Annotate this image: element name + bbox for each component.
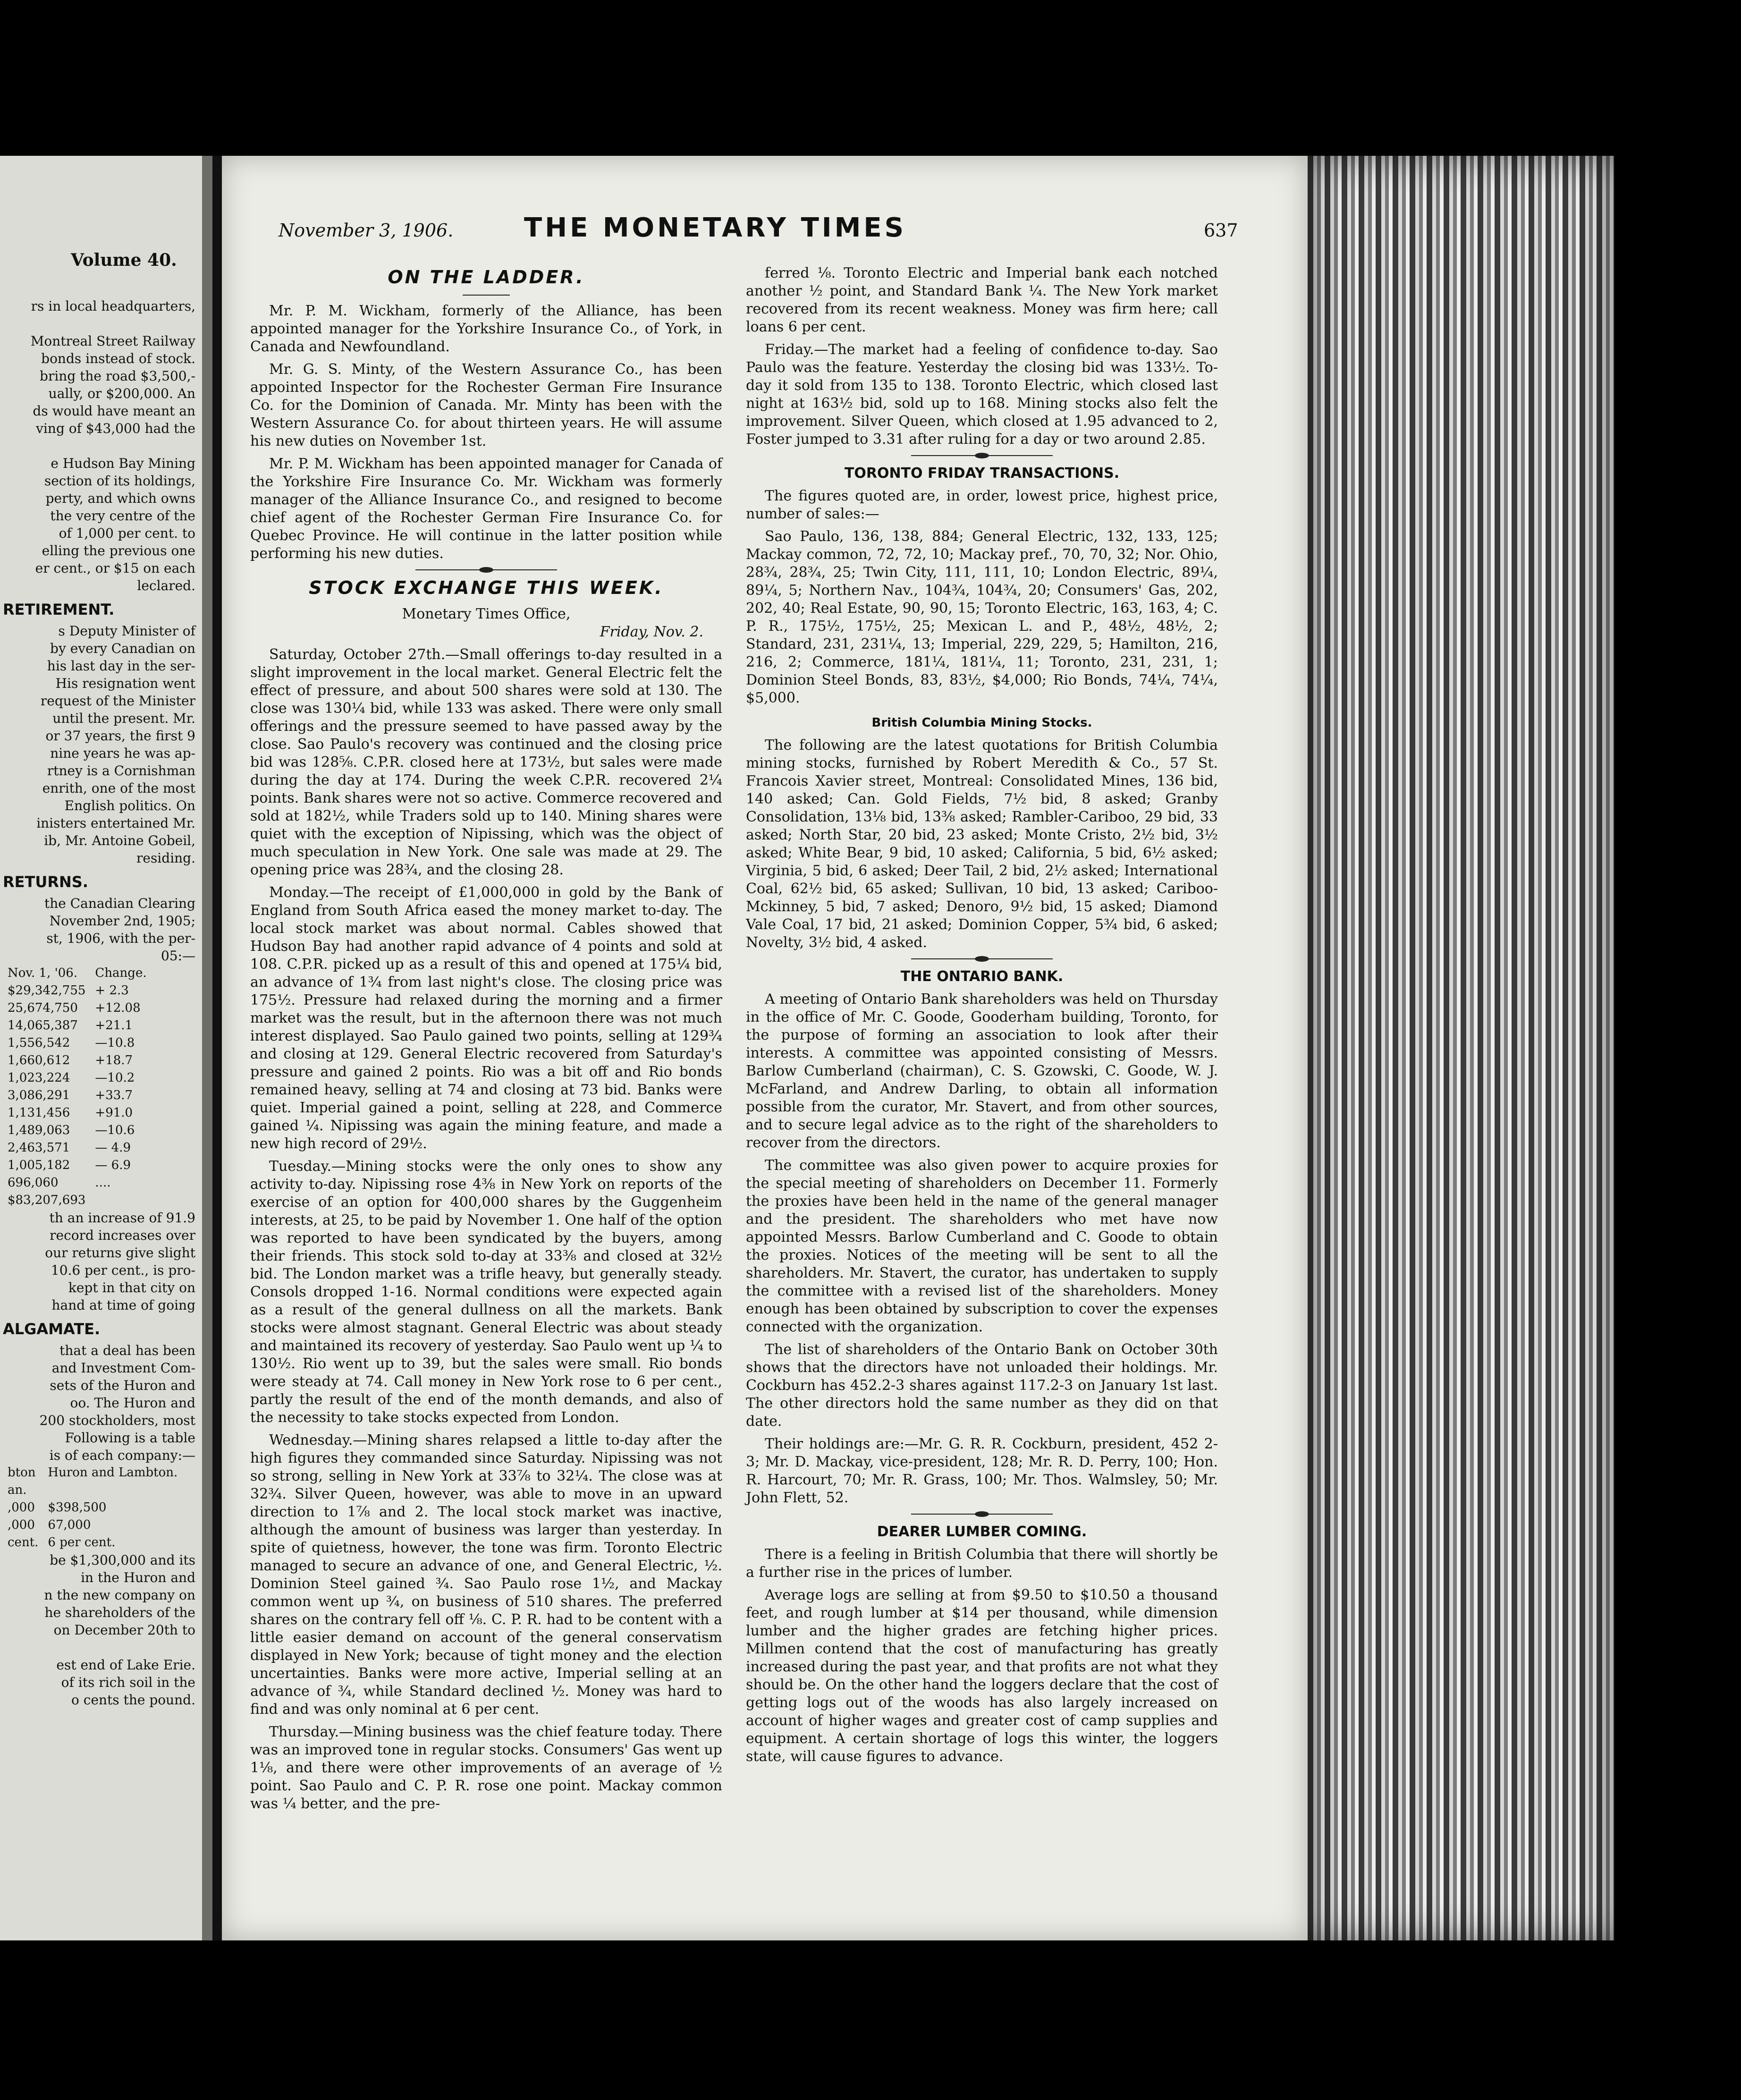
office-line: Monetary Times Office, — [402, 606, 571, 622]
facing-line: English politics. On — [64, 798, 195, 813]
page-number: 637 — [1204, 220, 1238, 241]
facing-line: is of each company:— — [49, 1448, 195, 1463]
facing-line: bonds instead of stock. — [41, 351, 195, 366]
table-cell: $398,500 — [48, 1500, 107, 1515]
table-cell: — 4.9 — [95, 1141, 131, 1155]
returns-row — [3, 1157, 152, 1174]
returns-row — [3, 1122, 152, 1139]
market-day-paragraph: ferred ⅛. Toronto Electric and Imperial bank each notched another ½ point, and Standard Bank ¼. The New York market recovered from its recent weakness. Money was firm here; call loans 6 per cent. — [746, 265, 1218, 335]
returns-row — [3, 1017, 152, 1034]
facing-line: record increases over — [50, 1228, 195, 1243]
bc-mining-body: The following are the latest quotations for British Columbia mining stocks, furnished by Robert Meredith & Co., 57 St. Francois Xavier street, Montreal: Consolidated Mines, 136 bid, 140 asked; Can. Gold Fields, 7½ bid, 8 asked; Granby Consolidation, 13⅛ bid, 13⅜ asked; Rambler-Cariboo, 29 bid, 33 asked; North Star, 20 bid, 23 asked; Monte Cristo, 2½ bid, 3½ asked; White Bear, 9 bid, 10 asked; California, 5 bid, 6½ asked; Virginia, 5 bid, 6 asked; Deer Tail, 2 bid, 2½ asked; International Coal, 62½ bid, 65 asked; Sullivan, 10 bid, 13 asked; Cariboo-Mckinney, 5 bid, 7 asked; Denoro, 9½ bid, 15 asked; Diamond Vale Coal, 17 bid, 21 asked; Dominion Copper, 5¾ bid, 6 asked; Novelty, 3½ bid, 4 asked. — [746, 737, 1218, 951]
returns-row — [3, 1087, 152, 1104]
facing-returns-block — [0, 895, 198, 965]
facing-line — [0, 315, 198, 332]
ladder-paragraph: Mr. P. M. Wickham, formerly of the Alliance, has been appointed manager for the Yorkshire Insurance Co., of York, in Canada and Newfoundland. — [250, 303, 722, 355]
facing-line: rs in local headquarters, — [31, 298, 195, 314]
table-cell: +91.0 — [95, 1106, 133, 1120]
ladder-paragraph: Mr. G. S. Minty, of the Western Assurance Co., has been appointed Inspector for the Rochester German Fire Insurance Co. for the Dominion of Canada. Mr. Minty has been with the Western Assurance Co. for about thirteen years. He will assume his new duties on November 1st. — [250, 361, 722, 449]
facing-line: the Canadian Clearing — [44, 896, 195, 911]
company-row — [3, 1534, 182, 1551]
facing-line: inisters entertained Mr. — [36, 815, 195, 831]
facing-line: oo. The Huron and — [70, 1395, 195, 1411]
toronto-friday-intro: The figures quoted are, in order, lowest price, highest price, number of sales:— — [746, 488, 1218, 522]
table-cell: 25,674,750 — [8, 1001, 78, 1015]
lumber-paragraph: There is a feeling in British Columbia that there will shortly be a further rise in the prices of lumber. — [746, 1546, 1218, 1581]
ontario-bank-heading: THE ONTARIO BANK. — [900, 968, 1064, 985]
facing-line: 05:— — [161, 948, 195, 964]
facing-line: His resignation went — [55, 676, 195, 691]
table-cell: —10.6 — [95, 1123, 135, 1137]
company-row — [3, 1482, 182, 1499]
market-day-paragraph: Saturday, October 27th.—Small offerings to-day resulted in a slight improvement in the local market. General Electric felt the effect of pressure, and about 500 shares were sold at 130. The close was 130¼ bid, while 133 was asked. There were only small offerings and the pressure seemed to have passed away by the close. Sao Paulo's recovery was continued and the closing price bid was 128⅝. C.P.R. closed here at 173½, but sales were made during the day at 174. During the week C.P.R. recovered 2¼ points. Bank shares were not so active. Commerce recovered and sold at 182½, while Traders sold up to 140. Mining shares were quiet with the exception of Nipissing, which was the object of much speculation in New York. One sale was made at 29. The opening price was 28¾, and the closing 28. — [250, 646, 722, 878]
market-day-paragraph: Tuesday.—Mining stocks were the only ones to show any activity to-day. Nipissing rose 4⅜ in New York on reports of the exercise of an option for 400,000 shares by the Guggenheim interests, at 25, to be paid by November 1. One half of the option was reported to have been syndicated by the buyers, among their friends. This stock sold to-day at 33⅜ and closed at 32½ bid. The London market was a trifle heavy, but generally steady. Consols dropped 1-16. Normal conditions were expected again as a result of the general dullness on all the markets. Bank stocks were almost stagnant. General Electric was about steady and maintained its recovery of yesterday. Sao Paulo went up ¼ to 130½. Rio went up to 39, but the sales were small. Rio bonds were steady at 74. Call money in New York rose to 6 per cent., partly the result of the end of the month demands, and also of the necessity to take stocks expected from London. — [250, 1158, 722, 1426]
facing-line: ving of $43,000 had the — [36, 421, 195, 436]
facing-line: our returns give slight — [45, 1245, 195, 1261]
table-cell — [43, 1482, 182, 1499]
ontario-bank-paragraph: The list of shareholders of the Ontario Bank on October 30th shows that the directors have not unloaded their holdings. Mr. Cockburn has 452.2-3 shares against 117.2-3 on January 1st last. The other directors hold the same number as they did on that date. — [746, 1341, 1218, 1430]
company-col-header: Huron and Lambton. — [48, 1465, 178, 1480]
facing-line: kept in that city on — [68, 1280, 195, 1296]
ornament-rule — [911, 1514, 1053, 1515]
facing-end-block — [0, 1551, 198, 1709]
table-cell: —10.8 — [95, 1036, 135, 1050]
returns-row — [3, 1174, 152, 1192]
returns-col-header: Nov. 1, '06. — [8, 966, 78, 980]
market-day-paragraph: Monday.—The receipt of £1,000,000 in gold by the Bank of England from South Africa eased the money market to-day. The local stock market was about normal. Cables showed that Hudson Bay had another rapid advance of 4 points and sold at 108. C.P.R. picked up as a result of this and opened at 175¼ bid, an advance of 1¾ from last night's close. The closing price was 175½. Pressure had relaxed during the morning and a firmer market was the result, but in the afternoon there was not much interest displayed. Sao Paulo gained two points, selling at 129¾ and closing at 129. General Electric recovered from Saturday's pressure and gained 2 points. Rio was a bit off and Rio bonds remained heavy, selling at 74 and closing at 73 bid. Banks were quiet. Imperial gained a point, selling at 228, and Commerce gained ¼. Nipissing was again the mining feature, and made a new high record of 29½. — [250, 884, 722, 1152]
table-cell: $29,342,755 — [8, 983, 86, 998]
returns-total: $83,207,693 — [8, 1193, 86, 1207]
page-edge — [202, 156, 212, 1940]
market-day-paragraph: Thursday.—Mining business was the chief feature today. There was an improved tone in regular stocks. Consumers' Gas went up 1⅛, and there were other improvements of an average of ½ point. Sao Paulo and C. P. R. rose one point. Mackay common was ¼ better, and the pre- — [250, 1724, 722, 1812]
table-cell: cent. — [8, 1535, 39, 1550]
facing-line: that a deal has been — [59, 1343, 195, 1358]
facing-line: and Investment Com- — [51, 1360, 195, 1376]
returns-row — [3, 982, 152, 999]
toronto-friday-body: Sao Paulo, 136, 138, 884; General Electric, 132, 133, 125; Mackay common, 72, 72, 10; Mackay pref., 70, 70, 32; Nor. Ohio, 28¾, 28¾, 25; Twin City, 111, 111, 10; London Electric, 89¼, 89¼, 5; Northern Nav., 104¾, 104¾, 20; Consumers' Gas, 202, 202, 40; Real Estate, 90, 90, 15; Toronto Electric, 163, 163, 4; C. P. R., 175½, 175½, 25; Mexican L. and P., 48½, 48½, 2; Standard, 231, 231¼, 13; Imperial, 229, 229, 5; Hamilton, 216, 216, 2; Commerce, 181¼, 181¼, 11; Toronto, 231, 231, 1; Dominion Steel Bonds, 83, 83½, $4,000; Rio Bonds, 74¼, 74¼, $5,000. — [746, 528, 1218, 706]
amalgamate-heading: ALGAMATE. — [3, 1320, 101, 1338]
facing-line: 10.6 per cent., is pro- — [51, 1262, 195, 1278]
book-page-edges — [1308, 156, 1614, 1940]
bc-mining-heading: British Columbia Mining Stocks. — [871, 716, 1092, 730]
facing-line — [0, 437, 198, 455]
facing-line: o cents the pound. — [71, 1692, 195, 1708]
table-cell: — 6.9 — [95, 1158, 131, 1172]
returns-row — [3, 1052, 152, 1069]
facing-line: Following is a table — [65, 1430, 195, 1446]
returns-row — [3, 1104, 152, 1122]
facing-line: be $1,300,000 and its — [50, 1552, 195, 1568]
ornament-rule — [911, 958, 1053, 959]
table-cell: an. — [8, 1483, 27, 1497]
facing-line: e Hudson Bay Mining — [51, 456, 195, 471]
company-row — [3, 1499, 182, 1516]
table-cell: ,000 — [8, 1518, 35, 1532]
ladder-paragraph: Mr. P. M. Wickham has been appointed manager for Canada of the Yorkshire Fire Insurance Co. Mr. Wickham was formerly manager of the Alliance Insurance Co., and resigned to become chief agent of the Rochester German Fire Insurance Co. for Quebec Province. He will continue in the latter position while performing his new duties. — [250, 456, 722, 562]
returns-row — [3, 1139, 152, 1157]
table-cell: 67,000 — [48, 1518, 91, 1532]
facing-line: or 37 years, the first 9 — [45, 728, 195, 744]
ornament-rule — [415, 569, 557, 570]
stock-exchange-heading: STOCK EXCHANGE THIS WEEK. — [309, 577, 664, 598]
facing-line: elling the previous one — [42, 543, 195, 559]
facing-line: by every Canadian on — [50, 641, 195, 656]
volume-label: Volume 40. — [71, 250, 177, 270]
table-cell: 1,489,063 — [8, 1123, 70, 1137]
table-cell: +33.7 — [95, 1088, 133, 1102]
facing-line: of 1,000 per cent. to — [59, 525, 195, 541]
column-right — [746, 264, 1218, 1770]
facing-line: in the Huron and — [81, 1570, 195, 1585]
retirement-heading: RETIREMENT. — [3, 601, 115, 618]
facing-line: n the new company on — [44, 1587, 195, 1603]
facing-top-block — [0, 297, 198, 594]
facing-line — [0, 1639, 198, 1656]
facing-line: on December 20th to — [53, 1622, 195, 1638]
facing-line: est end of Lake Erie. — [56, 1657, 195, 1673]
facing-line: er cent., or $15 on each — [35, 560, 195, 576]
facing-amalgamate-block — [0, 1342, 198, 1464]
returns-table — [3, 965, 152, 1209]
facing-line: bring the road $3,500,- — [40, 368, 195, 384]
returns-col-header: Change. — [95, 966, 147, 980]
ontario-bank-paragraph: A meeting of Ontario Bank shareholders was held on Thursday in the office of Mr. C. Goode, Gooderham building, Toronto, for the purpose of forming an association to look after their interests. A committee was appointed consisting of Messrs. Barlow Cumberland (chairman), C. S. Gzowski, C. Goode, W. J. McFarland, and Andrew Darling, to obtain all information possible from the curator, Mr. Stavert, and from other sources, and to secure legal advice as to the right of the shareholders to recover from the directors. — [746, 991, 1218, 1151]
returns-table-body — [3, 982, 152, 1192]
lumber-heading: DEARER LUMBER COMING. — [877, 1524, 1087, 1540]
facing-line: 200 stockholders, most — [39, 1413, 195, 1428]
facing-line: Montreal Street Railway — [30, 333, 195, 349]
facing-line: rtney is a Cornishman — [47, 763, 195, 779]
lumber-paragraph: Average logs are selling at from $9.50 to $10.50 a thousand feet, and rough lumber at $14 per thousand, while dimension lumber and the higher grades are fetching higher prices. Millmen contend that the cost of manufacturing has greatly increased during the past year, and that profits are not what they should be. On the other hand the loggers declare that the cost of getting logs out of the woods has also largely increased on account of higher wages and greater cost of camp supplies and equipment. A certain shortage of logs this winter, the loggers state, will cause figures to advance. — [746, 1587, 1218, 1765]
rule — [463, 295, 510, 296]
facing-line: ib, Mr. Antoine Gobeil, — [44, 833, 195, 848]
returns-row — [3, 1069, 152, 1087]
facing-line: leclared. — [137, 578, 195, 593]
facing-line: ually, or $200,000. An — [48, 386, 195, 401]
facing-line: sets of the Huron and — [50, 1378, 195, 1393]
facing-line: request of the Minister — [40, 693, 195, 709]
facing-line: nine years he was ap- — [50, 745, 195, 761]
table-cell: 1,556,542 — [8, 1036, 70, 1050]
returns-row — [3, 1034, 152, 1052]
facing-line: enrith, one of the most — [42, 780, 195, 796]
table-cell: 1,005,182 — [8, 1158, 70, 1172]
table-cell: 1,023,224 — [8, 1071, 70, 1085]
page-header — [279, 212, 1270, 250]
facing-page-text — [0, 297, 198, 1709]
facing-line: st, 1906, with the per- — [46, 931, 195, 946]
facing-line: the very centre of the — [50, 508, 195, 524]
table-cell: +12.08 — [95, 1001, 141, 1015]
table-cell: ,000 — [8, 1500, 35, 1515]
returns-row — [3, 999, 152, 1017]
facing-line: perty, and which owns — [45, 491, 195, 506]
table-cell: 6 per cent. — [48, 1535, 116, 1550]
book-gutter — [212, 156, 222, 1940]
facing-retirement-block — [0, 622, 198, 867]
issue-date: November 3, 1906. — [279, 220, 454, 241]
facing-line: section of its holdings, — [44, 473, 195, 489]
facing-line: s Deputy Minister of — [58, 623, 195, 639]
ontario-bank-paragraph: Their holdings are:—Mr. G. R. R. Cockburn, president, 452 2-3; Mr. D. Mackay, vice-president, 128; Mr. R. D. Perry, 100; Hon. R. Harcourt, 70; Mr. R. Grass, 100; Mr. Thos. Walmsley, 50; Mr. John Flett, 52. — [746, 1436, 1218, 1506]
market-day-paragraph: Wednesday.—Mining shares relapsed a little to-day after the high figures they commanded since Saturday. Nipissing was not so strong, selling in New York at 33⅞ to 32¼. The close was at 32¾. Silver Queen, however, was able to move in an upward direction to 1⅞ and 2. The local stock market was inactive, although the amount of business was larger than yesterday. In spite of quietness, however, the tone was firm. Toronto Electric managed to secure an advance of one, and General Electric, ½. Dominion Steel gained ¾. Sao Paulo rose 1½, and Mackay common went up ¾, on business of 510 shares. The preferred shares on the contrary fell off ⅛. C. P. R. had to be content with a little easier demand on account of the general conservatism displayed in New York; because of tight money and the election uncertainties. Banks were more active, Imperial selling at an advance of ¾, while Standard declined ½. Money was hard to find and was only nominal at 6 per cent. — [250, 1432, 722, 1718]
table-cell: .... — [95, 1176, 111, 1190]
table-cell: 696,060 — [8, 1176, 59, 1190]
masthead-title: THE MONETARY TIMES — [524, 212, 906, 243]
main-page — [222, 156, 1308, 1940]
market-day-paragraph: Friday.—The market had a feeling of confidence to-day. Sao Paulo was the feature. Yesterday the closing bid was 133½. To-day it sold from 135 to 138. Toronto Electric, which closed last night at 163½ bid, sold up to 168. Mining stocks also felt the improvement. Silver Queen, which closed at 1.95 advanced to 2, Foster jumped to 3.31 after ruling for a day or two around 2.85. — [746, 341, 1218, 448]
facing-line: he shareholders of the — [44, 1605, 195, 1620]
table-cell: —10.2 — [95, 1071, 135, 1085]
company-table — [3, 1464, 182, 1551]
column-left — [250, 264, 722, 1818]
table-cell: 1,660,612 — [8, 1053, 70, 1067]
facing-line: of its rich soil in the — [61, 1675, 195, 1690]
facing-line: until the present. Mr. — [52, 711, 195, 726]
table-cell: 1,131,456 — [8, 1106, 70, 1120]
table-cell: 14,065,387 — [8, 1018, 78, 1033]
facing-line: his last day in the ser- — [47, 658, 195, 674]
facing-line: residing. — [136, 850, 195, 866]
company-col-header: bton — [8, 1465, 36, 1480]
company-row — [3, 1516, 182, 1534]
table-cell: 3,086,291 — [8, 1088, 70, 1102]
facing-page — [0, 156, 212, 1940]
table-cell: 2,463,571 — [8, 1141, 70, 1155]
table-cell: +18.7 — [95, 1053, 133, 1067]
returns-heading: RETURNS. — [3, 873, 88, 891]
toronto-friday-heading: TORONTO FRIDAY TRANSACTIONS. — [844, 465, 1120, 482]
table-cell: + 2.3 — [95, 983, 129, 998]
facing-line: th an increase of 91.9 — [49, 1210, 195, 1226]
facing-line: November 2nd, 1905; — [49, 913, 195, 929]
ornament-rule — [911, 455, 1053, 456]
ladder-heading: ON THE LADDER. — [388, 267, 585, 288]
company-table-body — [3, 1482, 182, 1551]
office-date: Friday, Nov. 2. — [600, 624, 703, 640]
facing-after-table-block — [0, 1209, 198, 1314]
facing-line: hand at time of going — [51, 1297, 195, 1313]
table-cell: +21.1 — [95, 1018, 133, 1033]
ontario-bank-paragraph: The committee was also given power to acquire proxies for the special meeting of shareholders on December 11. Formerly the proxies have been held in the name of the general manager and the president. The shareholders who met have now appointed Messrs. Barlow Cumberland and C. Goode to obtain the proxies. Notices of the meeting will be sent to all the shareholders. Mr. Stavert, the curator, has undertaken to supply the committee with a revised list of the shareholders. Money enough has been obtained by subscription to cover the expenses connected with the organization. — [746, 1157, 1218, 1335]
facing-line: ds would have meant an — [33, 403, 195, 419]
